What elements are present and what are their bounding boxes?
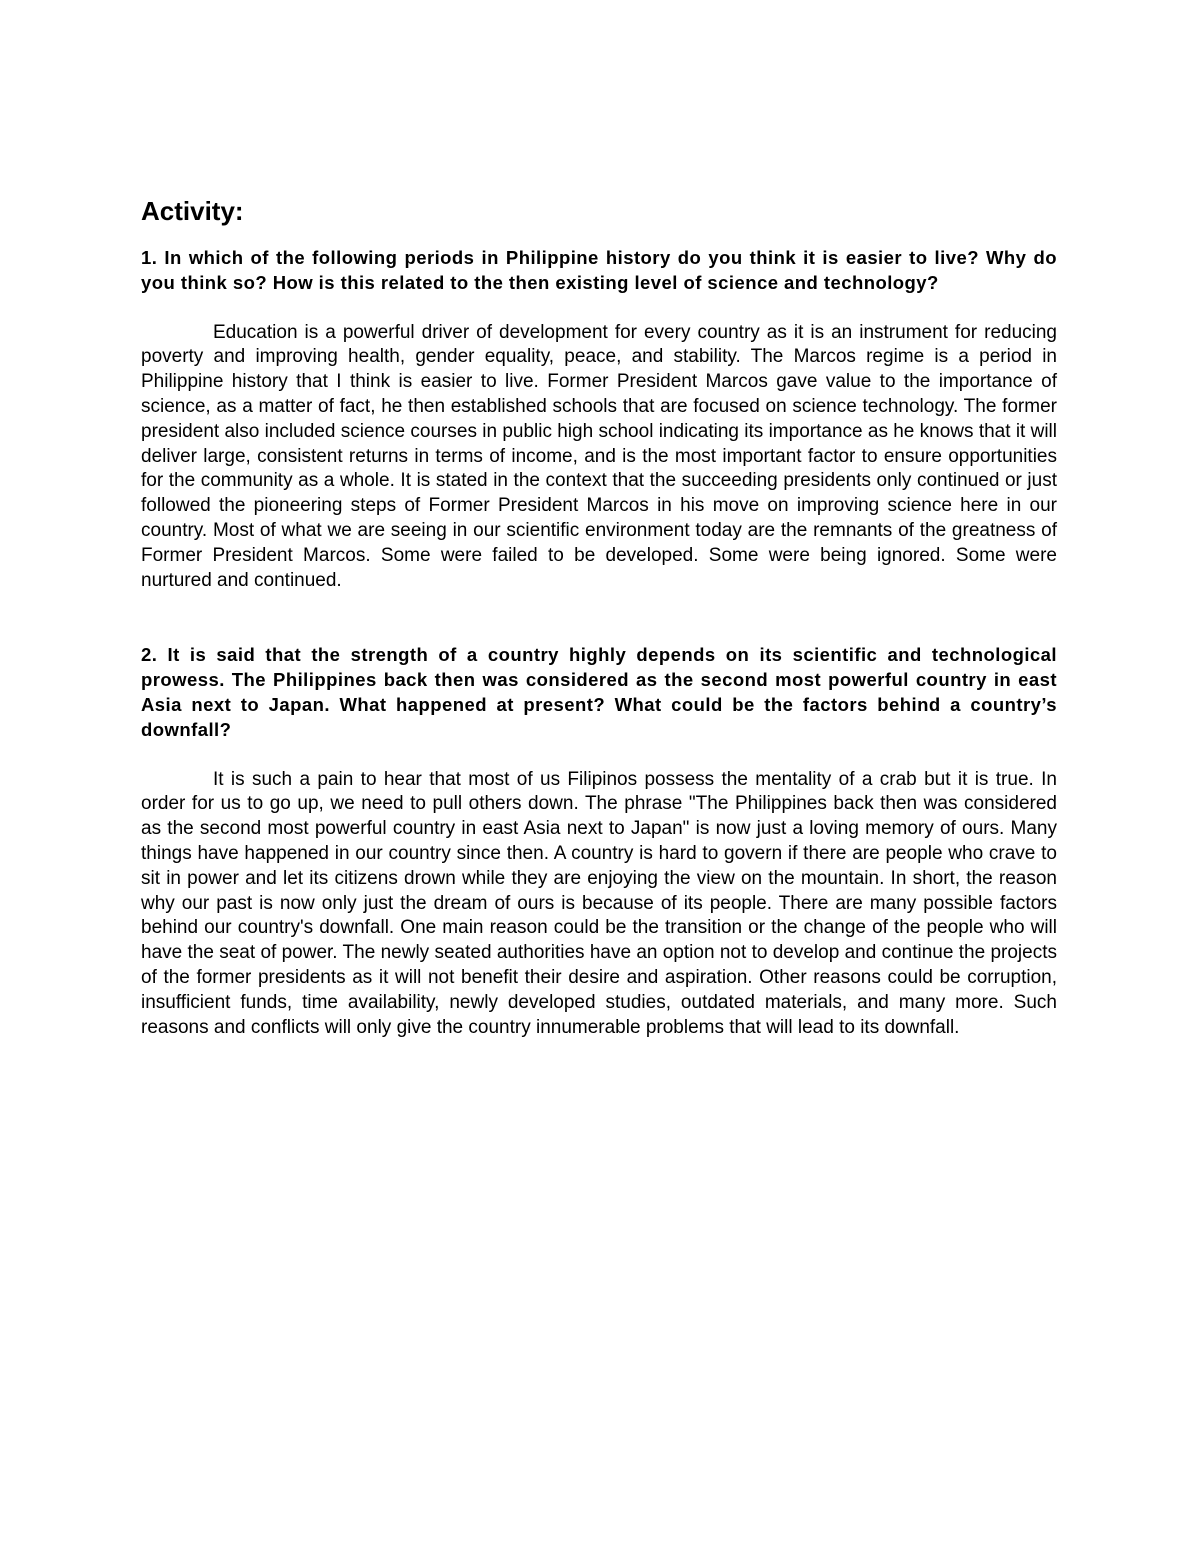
document-body: [141, 192, 1057, 1040]
question-1-prompt: 1. In which of the following periods in Philippine history do you think it is easier to live? Why do you think so? How is this related to the then existing level of science and technology?: [141, 247, 1057, 293]
question-2-answer: It is such a pain to hear that most of us Filipinos possess the mentality of a crab but it is true. In order for us to go up, we need to pull others down. The phrase "The Philippines back then was considered as the second most powerful country in east Asia next to Japan" is now just a loving memory of ours. Many things have happened in our country since then. A country is hard to govern if there are people who crave to sit in power and let its citizens drown while they are enjoying the view on the mountain. In short, the reason why our past is now only just the dream of ours is because of its people. There are many possible factors behind our country's downfall. One main reason could be the transition or the change of the people who will have the seat of power. The newly seated authorities have an option not to develop and continue the projects of the former presidents as it will not benefit their desire and aspiration. Other reasons could be corruption, insufficient funds, time availability, newly developed studies, outdated materials, and many more. Such reasons and conflicts will only give the country innumerable problems that will lead to its downfall.: [141, 768, 1057, 1038]
activity-heading: Activity:: [141, 196, 244, 226]
question-2-prompt: 2. It is said that the strength of a country highly depends on its scientific and technological prowess. The Philippines back then was considered as the second most powerful country in east Asia next to Japan. What happened at present? What could be the factors behind a country’s downfall?: [141, 644, 1057, 740]
question-1-answer: Education is a powerful driver of development for every country as it is an instrument for reducing poverty and improving health, gender equality, peace, and stability. The Marcos regime is a period in Philippine history that I think is easier to live. Former President Marcos gave value to the importance of science, as a matter of fact, he then established schools that are focused on science technology. The former president also included science courses in public high school indicating its importance as he knows that it will deliver large, consistent returns in terms of income, and is the most important factor to ensure opportunities for the community as a whole. It is stated in the context that the succeeding presidents only continued or just followed the pioneering steps of Former President Marcos in his move on improving science here in our country. Most of what we are seeing in our scientific environment today are the remnants of the greatness of Former President Marcos. Some were failed to be developed. Some were being ignored. Some were nurtured and continued.: [141, 321, 1057, 591]
